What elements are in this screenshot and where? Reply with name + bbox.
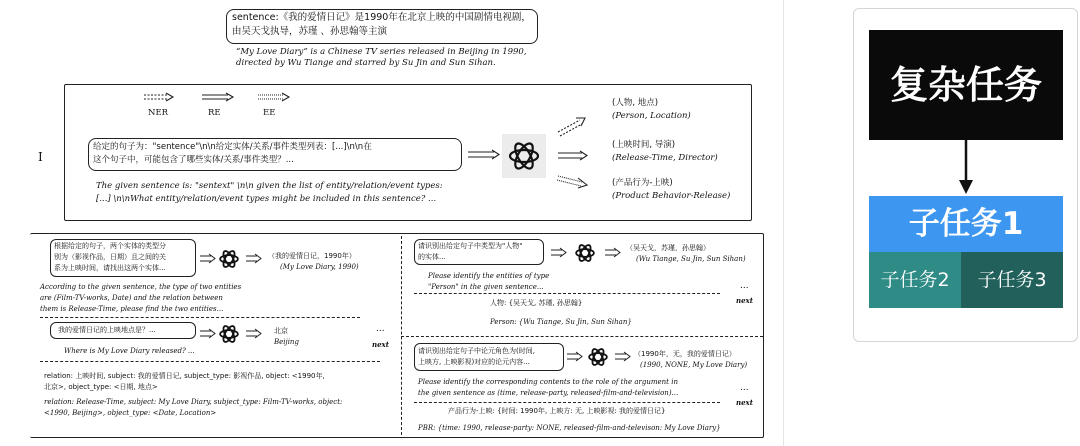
q1-zh-1: 根据给定的句子，两个实体的类型分 xyxy=(54,242,166,250)
a4-en: (1990, NONE, My Love Diary) xyxy=(640,361,748,369)
a4-zh: （1990年，无，我的爱情日记） xyxy=(634,350,736,358)
complex-task-label: 复杂任务 xyxy=(889,63,1042,107)
q4-next: next xyxy=(736,398,753,407)
output3-en: (Product Behavior-Release) xyxy=(612,191,731,201)
output3-zh: (产品行为-上映) xyxy=(612,178,673,188)
vertical-separator xyxy=(783,0,784,446)
output1-zh: (人物, 地点) xyxy=(612,98,659,108)
a2-en: Beijing xyxy=(274,338,299,346)
q3-arrow-icon xyxy=(550,247,568,259)
a1-zh: （我的爱情日记，1990年） xyxy=(268,252,356,260)
q3-divider xyxy=(414,293,720,294)
rel-zh-1: relation: 上映时间, subject: 我的爱情日记, subject_type: 影视作品, object: <1990年, xyxy=(44,372,325,380)
q1-openai-logo-icon xyxy=(216,246,242,272)
q2-next: next xyxy=(372,340,389,349)
q4-zh-2: 上映方, 上映影视)对应的论元内容... xyxy=(418,358,530,366)
task-ner: NER xyxy=(148,108,169,118)
rel-en-1: relation: Release-Time, subject: My Love Diary, subject_type: Film-TV-works, object: xyxy=(44,398,343,406)
q3-en-1: Please identify the entities of type xyxy=(428,272,550,280)
q4-en-1: Please identify the corresponding contents to the role of the argument in xyxy=(418,378,678,386)
ee-arrow-icon xyxy=(258,93,289,101)
output2-zh: (上映时间, 导演) xyxy=(612,140,676,150)
a3-en: (Wu Tiange, Su Jin, Sun Sihan) xyxy=(636,255,746,263)
q1-answer-arrow-icon xyxy=(245,253,263,265)
r4-en: PBR: {time: 1990, release-party: NONE, released-film-and-televison: My Love Diary} xyxy=(418,424,721,432)
q1-en-1: According to the given sentence, the type of two entities xyxy=(40,283,242,291)
panel1-prompt-zh-1: 给定的句子为："sentence"\n\n给定实体/关系/事件类型列表：[...]\n\n在 xyxy=(93,142,372,152)
panel1-arrow-to-model xyxy=(466,148,502,162)
q2-zh: 我的爱情日记的上映地点是？... xyxy=(58,326,156,334)
q1-zh-2: 别为（影视作品，日期）且之间的关 xyxy=(54,253,166,261)
r3-zh: 人物: {吴天戈, 苏瑾, 孙思翰} xyxy=(490,299,583,307)
q4-divider xyxy=(414,402,720,403)
q2-openai-logo-icon xyxy=(216,321,242,347)
sentence-zh: sentence:《我的爱情日记》是1990年在北京上映的中国剧情电视剧，由吴天戈执导，苏瑾 、孙思翰等主演 xyxy=(232,12,531,37)
q4-zh-1: 请识别出给定句子中论元角色为(时间, xyxy=(418,347,535,355)
task-arrows xyxy=(140,90,300,106)
r4-zh: 产品行为-上映: {时间: 1990年, 上映方: 无, 上映影视: 我的爱情日记} xyxy=(448,407,666,415)
q3-ellipsis: ... xyxy=(740,281,749,291)
q2-divider xyxy=(40,361,380,362)
output2-en: (Release-Time, Director) xyxy=(612,153,718,163)
q4-ellipsis: ... xyxy=(740,383,749,393)
q3-zh-2: 的实体... xyxy=(418,253,446,261)
q3-next: next xyxy=(736,296,753,305)
q1-divider xyxy=(40,317,360,318)
panel1-roman: I xyxy=(38,150,43,164)
openai-logo-icon xyxy=(502,134,546,178)
q1-zh-3: 系为上映时间，请找出这两个实体... xyxy=(54,264,166,272)
rel-en-2: <1990, Beijing>, object_type: <Date, Location> xyxy=(44,409,217,417)
q1-arrow-icon xyxy=(199,253,217,265)
a1-en: (My Love Diary, 1990) xyxy=(280,263,359,271)
panel1-output-arrows xyxy=(552,110,594,194)
panel1-prompt-en-2: [...] \n\nWhat entity/relation/event types might be included in this sentence? ... xyxy=(96,194,437,204)
task-re: RE xyxy=(208,108,221,118)
subtask1-label: 子任务1 xyxy=(908,206,1024,242)
q4-openai-logo-icon xyxy=(585,344,611,370)
r3-en: Person: {Wu Tiange, Su Jin, Sun Sihan} xyxy=(490,318,632,326)
q4-answer-arrow-icon xyxy=(614,351,632,363)
q2-answer-arrow-icon xyxy=(245,328,263,340)
q2-arrow-icon xyxy=(199,328,217,340)
q3-zh-1: 请识别出给定句子中类型为"人物" xyxy=(418,242,523,250)
panel1-prompt-en-1: The given sentence is: "sentext" \n\n given the list of entity/relation/event types: xyxy=(96,181,443,191)
q1-en-2: are (Film-TV-works, Date) and the relation between xyxy=(40,294,223,302)
ner-arrow-icon xyxy=(144,93,173,101)
sentence-en-line2: directed by Wu Tiange and starred by Su Jin and Sun Sihan. xyxy=(236,58,496,68)
q4-arrow-icon xyxy=(566,351,584,363)
a2-zh: 北京 xyxy=(274,327,288,335)
q4-en-2: the given sentence as (time, release-party, released-film-and-television)... xyxy=(418,389,679,397)
task-ee: EE xyxy=(263,108,276,118)
q3-en-2: "Person" in the given sentence... xyxy=(428,283,544,291)
down-arrow-icon xyxy=(956,140,976,198)
rel-zh-2: 北京>, object_type: <日期, 地点> xyxy=(44,383,158,391)
subtask3-label: 子任务3 xyxy=(977,269,1047,291)
sentence-en-line1: “My Love Diary” is a Chinese TV series released in Beijing in 1990, xyxy=(236,47,527,57)
q2-ellipsis: ... xyxy=(376,324,385,334)
re-arrow-icon xyxy=(202,93,233,101)
panel2-horizontal-divider xyxy=(401,336,763,337)
subtask2-label: 子任务2 xyxy=(880,269,950,291)
panel1-prompt-zh-2: 这个句子中，可能包含了哪些实体/关系/事件类型？... xyxy=(93,155,294,165)
q3-openai-logo-icon xyxy=(572,240,598,266)
a3-zh: （吴天戈，苏瑾，孙思翰） xyxy=(626,244,710,252)
q3-answer-arrow-icon xyxy=(604,247,622,259)
output1-en: (Person, Location) xyxy=(612,111,691,121)
q2-en: Where is My Love Diary released? ... xyxy=(64,347,195,355)
q1-en-3: them is Release-Time, please find the two entities... xyxy=(40,305,224,313)
